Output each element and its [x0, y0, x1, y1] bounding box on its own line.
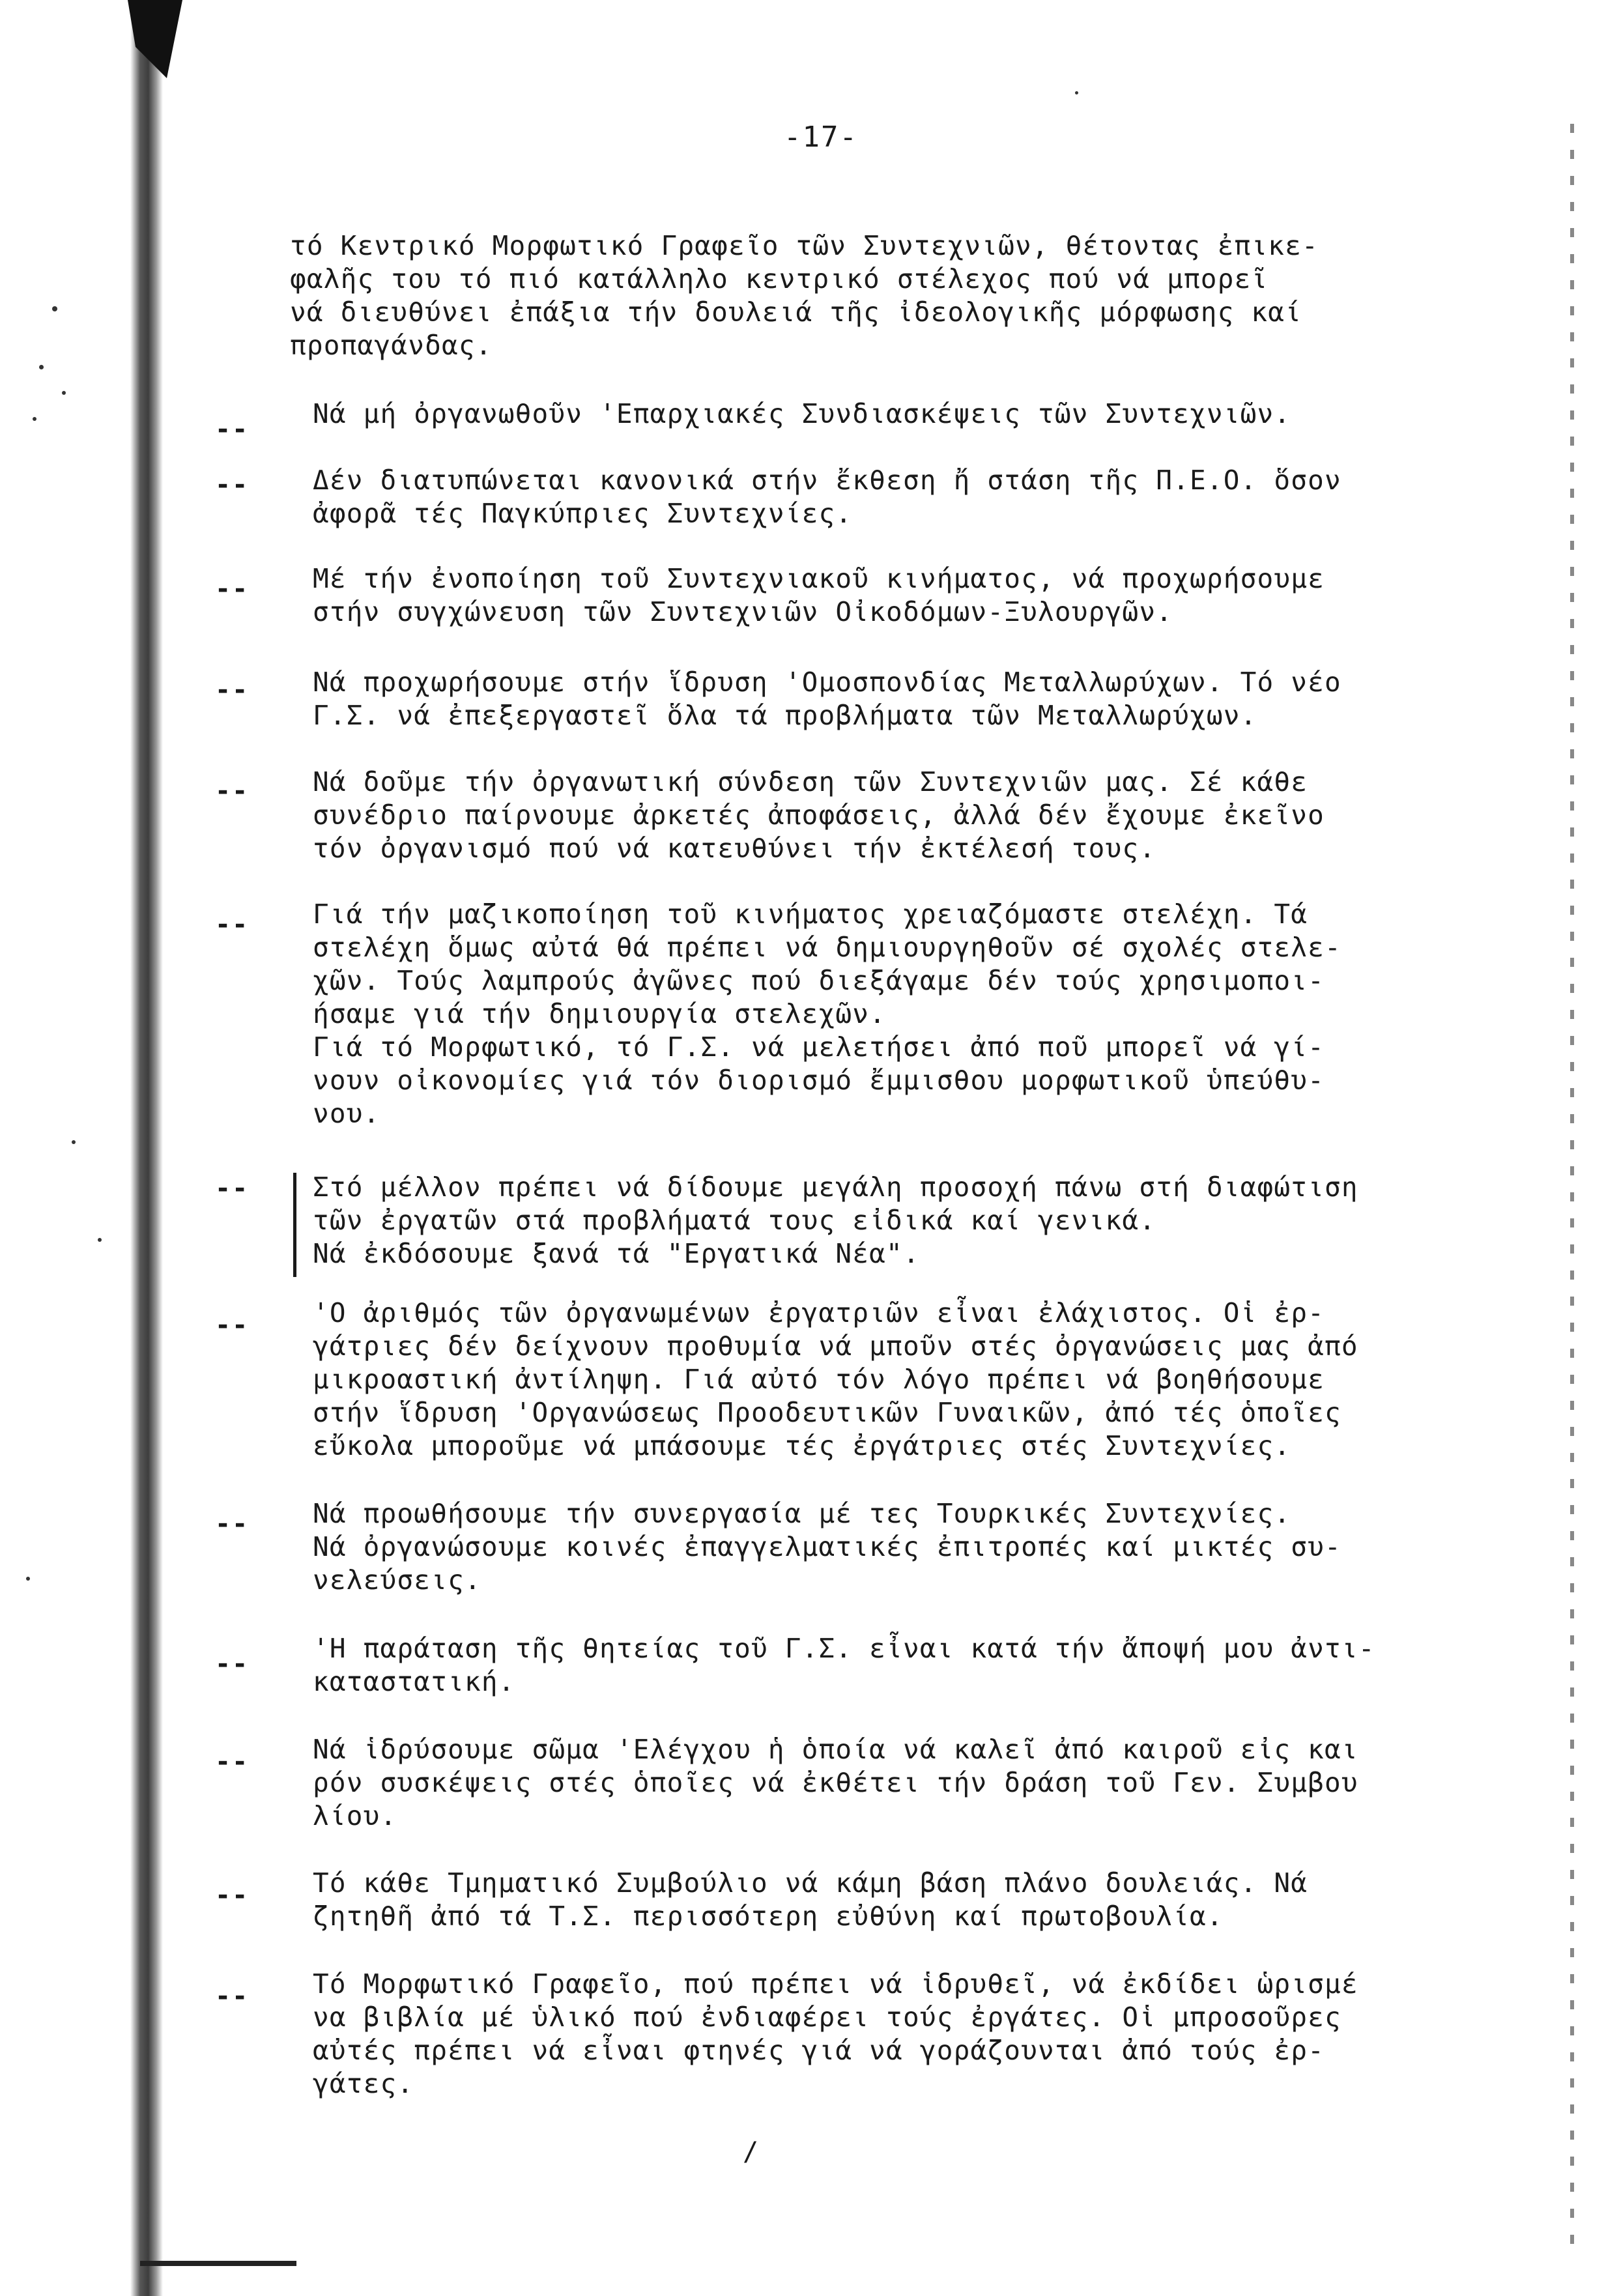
list-marker: -- [215, 1649, 250, 1679]
list-item: 'Ο ἀριθμός τῶν ὀργανωμένων ἐργατριῶν εἶναι ἐλάχιστος. Οἱ ἐρ- γάτριες δέν δείχνουν προθυμία νά μποῦν στές ὀργανώσεις μας ἀπό μικροαστική ἀντίληψη. Γιά αὐτό τόν λόγο πρέπει νά βοηθήσουμε στήν ἵδρυση 'Οργανώσεως Προοδευτικῶν Γυναικῶν, ἀπό τές ὁποῖες εὔκολα μποροῦμε νά μπάσουμε τές ἐργάτριες στές Συντεχνίες. [313, 1297, 1358, 1461]
list-marker: -- [215, 1747, 250, 1777]
binding-bottom-edge [140, 2261, 296, 2266]
scan-speck [62, 391, 66, 395]
list-item: Δέν διατυπώνεται κανονικά στήν ἔκθεση ἤ στάση τῆς Π.Ε.Ο. ὅσον ἀφορᾶ τές Παγκύπριες Συντεχνίες. [313, 465, 1341, 529]
stray-mark: / [743, 2137, 759, 2167]
page-right-edge [1570, 124, 1574, 2261]
list-item: Στό μέλλον πρέπει νά δίδουμε μεγάλη προσοχή πάνω στή διαφώτιση τῶν ἐργατῶν στά προβλήματά τους εἰδικά καί γενικά. Νά ἐκδόσουμε ξανά τά "Εργατικά Νέα". [313, 1171, 1358, 1269]
list-marker: -- [215, 776, 250, 806]
list-marker: -- [215, 574, 250, 604]
list-item: Νά προχωρήσουμε στήν ἵδρυση 'Ομοσπονδίας Μεταλλωρύχων. Τό νέο Γ.Σ. νά ἐπεξεργαστεῖ ὅλα τά προβλήματα τῶν Μεταλλωρύχων. [313, 667, 1341, 731]
page-number: -17- [784, 121, 858, 154]
list-item: Γιά τήν μαζικοποίηση τοῦ κινήματος χρειαζόμαστε στελέχη. Τά στελέχη ὅμως αὐτά θά πρέπει νά δημιουργηθοῦν σέ σχολές στελε- χῶν. Τούς λαμπρούς ἀγῶνες πού διεξάγαμε δέν τούς χρησιμοποι- ήσαμε γιά τήν δημιουργία στελεχῶν. Γιά τό Μορφωτικό, τό Γ.Σ. νά μελετήσει ἀπό ποῦ μπορεῖ νά γί- νουν οἰκονομίες γιά τόν διορισμό ἔμμισθου μορφωτικοῦ ὑπεύθυ- νου. [313, 898, 1341, 1129]
list-marker: -- [215, 414, 250, 444]
list-item: Νά μή ὀργανωθοῦν 'Επαρχιακές Συνδιασκέψεις τῶν Συντεχνιῶν. [313, 398, 1291, 429]
list-item: Νά προωθήσουμε τήν συνεργασία μέ τες Τουρκικές Συντεχνίες. Νά ὀργανώσουμε κοινές ἐπαγγελματικές ἐπιτροπές καί μικτές συ- νελεύσεις. [313, 1498, 1341, 1596]
scan-speck [33, 417, 36, 421]
list-marker: -- [215, 1880, 250, 1910]
paragraph-intro: τό Κεντρικό Μορφωτικό Γραφεῖο τῶν Συντεχνιῶν, θέτοντας ἐπικε- φαλῆς του τό πιό κατάλληλο κεντρικό στέλεχος πού νά μπορεῖ νά διευθύνει ἐπάξια τήν δουλειά τῆς ἰδεολογικῆς μόρφωσης καί προπαγάνδας. [290, 230, 1319, 361]
scan-speck [1075, 91, 1078, 94]
scan-speck [98, 1238, 102, 1242]
list-marker: -- [215, 1173, 250, 1203]
list-marker: -- [215, 1509, 250, 1539]
margin-bracket [293, 1173, 296, 1277]
list-item: Νά δοῦμε τήν ὀργανωτική σύνδεση τῶν Συντεχνιῶν μας. Σέ κάθε συνέδριο παίρνουμε ἀρκετές ἀποφάσεις, ἀλλά δέν ἔχουμε ἐκεῖνο τόν ὀργανισμό πού νά κατευθύνει τήν ἐκτέλεσή τους. [313, 766, 1325, 864]
scan-speck [26, 1577, 30, 1581]
list-marker: -- [215, 675, 250, 705]
list-item: 'Η παράταση τῆς θητείας τοῦ Γ.Σ. εἶναι κατά τήν ἄποψή μου ἀντι- καταστατική. [313, 1633, 1375, 1697]
list-item: Νά ἱδρύσουμε σῶμα 'Ελέγχου ἡ ὁποία νά καλεῖ ἀπό καιροῦ εἰς και ρόν συσκέψεις στές ὁποῖες νά ἐκθέτει τήν δράση τοῦ Γεν. Συμβου λίου. [313, 1734, 1358, 1831]
list-item: Μέ τήν ἐνοποίηση τοῦ Συντεχνιακοῦ κινήματος, νά προχωρήσουμε στήν συγχώνευση τῶν Συντεχνιῶν Οἰκοδόμων-Ξυλουργῶν. [313, 563, 1325, 627]
binding-edge [130, 0, 163, 2296]
list-marker: -- [215, 910, 250, 940]
list-item: Τό Μορφωτικό Γραφεῖο, πού πρέπει νά ἱδρυθεῖ, νά ἐκδίδει ὡρισμέ να βιβλία μέ ὑλικό πού ἐνδιαφέρει τούς ἐργάτες. Οἱ μπροσοῦρες αὐτές πρέπει νά εἶναι φτηνές γιά νά γοράζουνται ἀπό τούς ἐρ- γάτες. [313, 1968, 1358, 2099]
scan-speck [39, 365, 44, 369]
list-marker: -- [215, 470, 250, 500]
scan-speck [72, 1140, 76, 1144]
list-marker: -- [215, 1981, 250, 2011]
scan-speck [52, 306, 57, 311]
list-marker: -- [215, 1310, 250, 1340]
list-item: Τό κάθε Τμηματικό Συμβούλιο νά κάμη βάση πλάνο δουλειάς. Νά ζητηθῆ ἀπό τά Τ.Σ. περισσότερη εὐθύνη καί πρωτοβουλία. [313, 1867, 1308, 1932]
